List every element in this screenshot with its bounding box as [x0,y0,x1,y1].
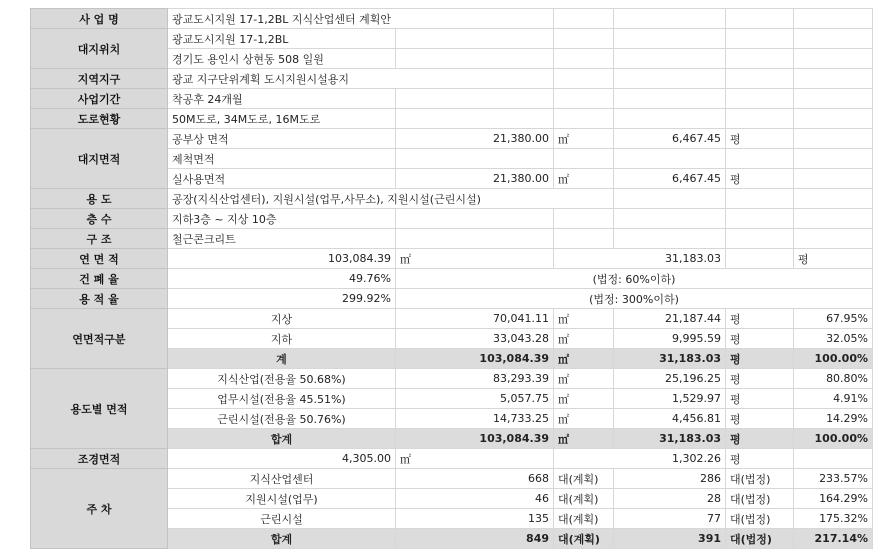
breakdown-name[interactable]: 지하 [168,329,396,349]
use-area-unit-py[interactable]: 평 [726,369,794,389]
value-bcr[interactable]: 49.76% [168,269,396,289]
use-area-total-m2[interactable]: 103,084.39 [396,429,554,449]
use-area-pct[interactable]: 14.29% [794,409,873,429]
value-roads[interactable]: 50M도로, 34M도로, 16M도로 [168,109,396,129]
row-parking-1 [31,469,873,489]
use-area-total-pct[interactable]: 100.00% [794,429,873,449]
breakdown-total-m2[interactable]: 103,084.39 [396,349,554,369]
breakdown-m2[interactable]: 33,043.28 [396,329,554,349]
value-far[interactable]: 299.92% [168,289,396,309]
landscape-unit-py[interactable]: 평 [726,449,794,469]
parking-planned[interactable]: 135 [396,509,554,529]
site-area-unit-py[interactable]: 평 [726,129,794,149]
gross-area-pyeong[interactable]: 31,183.03 [554,249,726,269]
use-area-pyeong[interactable]: 25,196.25 [614,369,726,389]
label-far: 용 적 율 [31,289,168,309]
row-roads [31,109,873,129]
use-area-pyeong[interactable]: 1,529.97 [614,389,726,409]
value-structure[interactable]: 철근콘크리트 [168,229,396,249]
label-gross-area: 연 면 적 [31,249,168,269]
label-gross-breakdown: 연면적구분 [31,309,168,369]
row-project-name [31,9,873,29]
landscape-unit-m2[interactable]: ㎡ [396,449,554,469]
site-area-name[interactable]: 공부상 면적 [168,129,396,149]
gross-area-unit-m2[interactable]: ㎡ [396,249,554,269]
parking-pct[interactable]: 233.57% [794,469,873,489]
use-area-m2[interactable]: 14,733.25 [396,409,554,429]
parking-name[interactable]: 지원시설(업무) [168,489,396,509]
parking-legal[interactable]: 286 [614,469,726,489]
use-area-total-pyeong[interactable]: 31,183.03 [614,429,726,449]
parking-legal-unit[interactable]: 대(법정) [726,509,794,529]
site-area-m2[interactable]: 21,380.00 [396,169,554,189]
value-project-name[interactable]: 광교도시지원 17-1,2BL 지식산업센터 계획안 [168,9,554,29]
label-zone: 지역지구 [31,69,168,89]
parking-planned-unit[interactable]: 대(계획) [554,489,614,509]
site-area-pyeong[interactable] [614,149,726,169]
use-area-pyeong[interactable]: 4,456.81 [614,409,726,429]
parking-total-legal-unit[interactable]: 대(법정) [726,529,794,549]
breakdown-unit-py[interactable]: 평 [726,329,794,349]
parking-legal-unit[interactable]: 대(법정) [726,489,794,509]
breakdown-total-pct[interactable]: 100.00% [794,349,873,369]
site-area-m2[interactable] [396,149,554,169]
gross-area-unit-py[interactable]: 평 [794,249,873,269]
use-area-total-name[interactable]: 합계 [168,429,396,449]
row-site-location-1 [31,29,873,49]
breakdown-total-pyeong[interactable]: 31,183.03 [614,349,726,369]
site-area-unit-m2[interactable]: ㎡ [554,169,614,189]
label-period: 사업기간 [31,89,168,109]
site-area-unit-py[interactable] [726,149,794,169]
parking-total-planned-unit[interactable]: 대(계획) [554,529,614,549]
landscape-pyeong[interactable]: 1,302.26 [554,449,726,469]
parking-total-planned[interactable]: 849 [396,529,554,549]
site-area-name[interactable]: 제척면적 [168,149,396,169]
parking-legal-unit[interactable]: 대(법정) [726,469,794,489]
use-area-m2[interactable]: 83,293.39 [396,369,554,389]
row-gross-breakdown-1 [31,309,873,329]
row-zone [31,69,873,89]
parking-planned-unit[interactable]: 대(계획) [554,509,614,529]
legal-bcr[interactable]: (법정: 60%이하) [396,269,873,289]
parking-total-legal[interactable]: 391 [614,529,726,549]
parking-legal[interactable]: 77 [614,509,726,529]
breakdown-unit-py[interactable]: 평 [726,309,794,329]
site-area-pyeong[interactable]: 6,467.45 [614,169,726,189]
project-summary-sheet [30,8,872,549]
use-area-name[interactable]: 업무시설(전용율 45.51%) [168,389,396,409]
use-area-pct[interactable]: 4.91% [794,389,873,409]
label-project-name: 사 업 명 [31,9,168,29]
site-area-unit-m2[interactable]: ㎡ [554,129,614,149]
label-site-location: 대지위치 [31,29,168,69]
value-use[interactable]: 공장(지식산업센터), 지원시설(업무,사무소), 지원시설(근린시설) [168,189,614,209]
landscape-m2[interactable]: 4,305.00 [168,449,396,469]
breakdown-m2[interactable]: 70,041.11 [396,309,554,329]
label-landscape: 조경면적 [31,449,168,469]
value-period[interactable]: 착공후 24개월 [168,89,396,109]
parking-total-pct[interactable]: 217.14% [794,529,873,549]
value-site-location-line2[interactable]: 경기도 용인시 상현동 508 일원 [168,49,396,69]
site-area-unit-py[interactable]: 평 [726,169,794,189]
row-use-area-1 [31,369,873,389]
breakdown-pct[interactable]: 32.05% [794,329,873,349]
use-area-unit-m2[interactable]: ㎡ [554,389,614,409]
parking-name[interactable]: 지식산업센터 [168,469,396,489]
label-use: 용 도 [31,189,168,209]
breakdown-pct[interactable]: 67.95% [794,309,873,329]
label-bcr: 건 폐 율 [31,269,168,289]
project-summary-table [30,8,873,549]
breakdown-pyeong[interactable]: 21,187.44 [614,309,726,329]
value-zone[interactable]: 광교 지구단위계획 도시지원시설용지 [168,69,554,89]
value-site-location-line1[interactable]: 광교도시지원 17-1,2BL [168,29,396,49]
use-area-unit-py[interactable]: 평 [726,389,794,409]
breakdown-unit-m2[interactable]: ㎡ [554,309,614,329]
parking-planned[interactable]: 668 [396,469,554,489]
label-roads: 도로현황 [31,109,168,129]
row-bcr [31,269,873,289]
parking-pct[interactable]: 164.29% [794,489,873,509]
row-floors [31,209,873,229]
breakdown-total-unit-m2[interactable]: ㎡ [554,349,614,369]
use-area-total-unit-py[interactable]: 평 [726,429,794,449]
site-area-unit-m2[interactable] [554,149,614,169]
use-area-unit-m2[interactable]: ㎡ [554,409,614,429]
site-area-pyeong[interactable]: 6,467.45 [614,129,726,149]
row-structure [31,229,873,249]
parking-pct[interactable]: 175.32% [794,509,873,529]
site-area-name[interactable]: 실사용면적 [168,169,396,189]
label-parking: 주 차 [31,469,168,549]
legal-far[interactable]: (법정: 300%이하) [396,289,873,309]
row-landscape [31,449,873,469]
parking-planned[interactable]: 46 [396,489,554,509]
row-far [31,289,873,309]
row-use [31,189,873,209]
use-area-m2[interactable]: 5,057.75 [396,389,554,409]
label-site-area: 대지면적 [31,129,168,189]
value-floors[interactable]: 지하3층 ~ 지상 10층 [168,209,396,229]
site-area-m2[interactable]: 21,380.00 [396,129,554,149]
row-gross-area [31,249,873,269]
use-area-total-unit-m2[interactable]: ㎡ [554,429,614,449]
breakdown-name[interactable]: 지상 [168,309,396,329]
use-area-pct[interactable]: 80.80% [794,369,873,389]
breakdown-total-name[interactable]: 계 [168,349,396,369]
label-structure: 구 조 [31,229,168,249]
parking-total-name[interactable]: 합계 [168,529,396,549]
use-area-name[interactable]: 근린시설(전용율 50.76%) [168,409,396,429]
parking-legal[interactable]: 28 [614,489,726,509]
breakdown-unit-m2[interactable]: ㎡ [554,329,614,349]
use-area-unit-py[interactable]: 평 [726,409,794,429]
gross-area-m2[interactable]: 103,084.39 [168,249,396,269]
breakdown-total-unit-py[interactable]: 평 [726,349,794,369]
row-period [31,89,873,109]
use-area-name[interactable]: 지식산업(전용율 50.68%) [168,369,396,389]
parking-name[interactable]: 근린시설 [168,509,396,529]
use-area-unit-m2[interactable]: ㎡ [554,369,614,389]
row-site-area-1 [31,129,873,149]
label-use-area: 용도별 면적 [31,369,168,449]
parking-planned-unit[interactable]: 대(계획) [554,469,614,489]
label-floors: 층 수 [31,209,168,229]
breakdown-pyeong[interactable]: 9,995.59 [614,329,726,349]
